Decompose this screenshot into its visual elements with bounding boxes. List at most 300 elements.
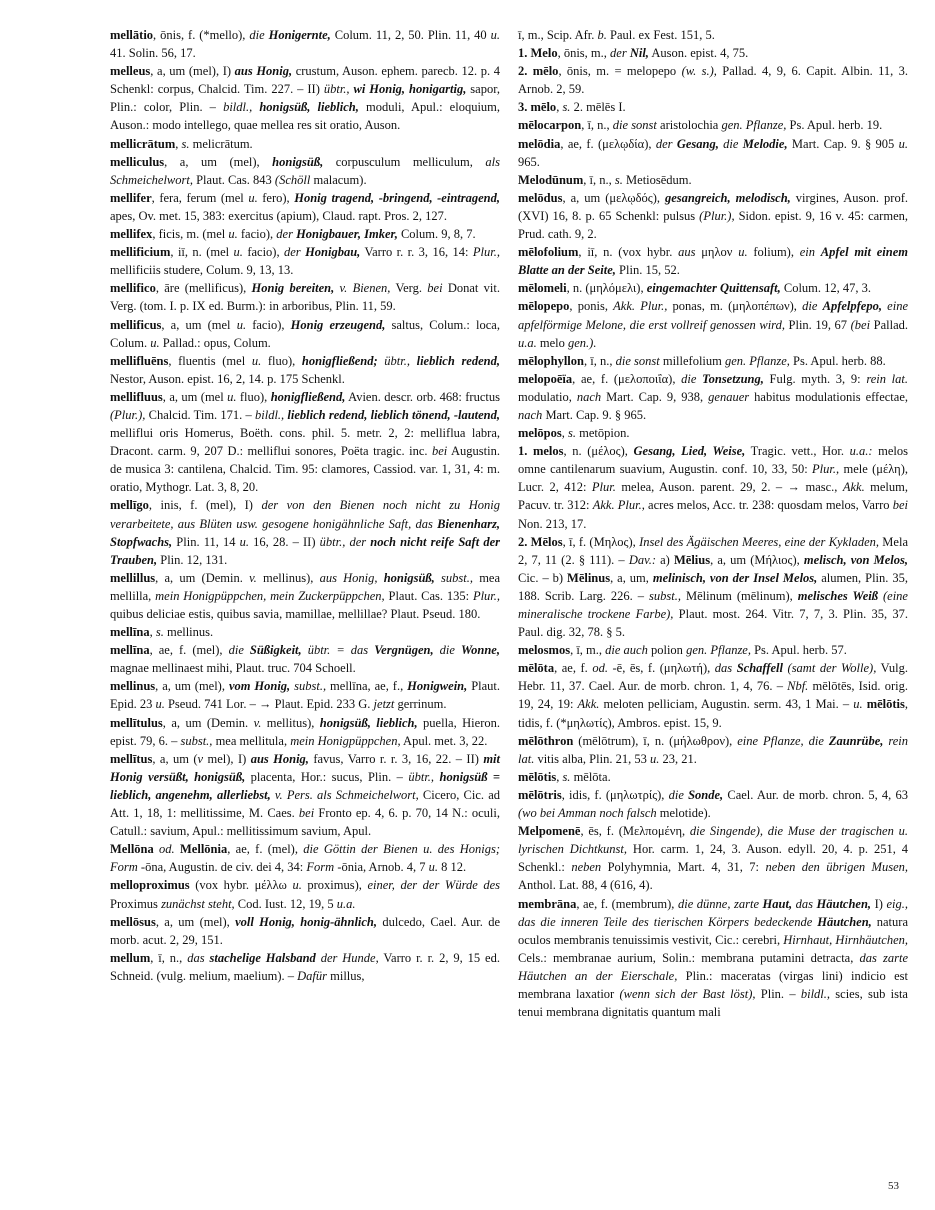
entry-text: , ae, f. (554, 661, 593, 676)
dictionary-entry (110, 641, 500, 677)
dictionary-entry (110, 225, 500, 243)
entry-text: , ae, f. (μελοποιΐα), (572, 371, 682, 386)
entry-text: Colum. 11, 2, 50. Plin. 11, 40 (330, 28, 491, 42)
entry-text: , (175, 136, 182, 151)
entry-text: , (556, 100, 563, 115)
headword: mellum (110, 950, 151, 965)
dictionary-entry (110, 569, 500, 623)
entry-text: Anthol. Lat. 88, 4 (616, 4). (518, 878, 653, 893)
gloss-italic: u. (155, 697, 165, 712)
entry-text: Plaut. Epid. 23 (110, 679, 501, 712)
gloss-italic: genauer (708, 389, 750, 404)
gloss-italic: der (284, 245, 306, 260)
entry-text: I) (871, 896, 887, 911)
entry-text: , a, um (mel), (164, 154, 273, 169)
gloss-italic: der von den Bienen noch nicht zu Honig verarbeitete, aus Blüten usw. gesogene honigähnliche Saft, das (110, 498, 500, 531)
headword: melleus (110, 64, 151, 79)
headword: Mēlius (673, 552, 711, 567)
gloss-italic: subst., (290, 679, 327, 694)
gloss-italic: die Singende), die Muse der tragischen u. lyrischen Dichtkunst, (518, 824, 908, 857)
gloss-italic: u. (150, 335, 160, 350)
entry-text: , a, um (Μήλιος), (710, 552, 804, 567)
gloss-italic: u. (649, 751, 660, 766)
entry-text: , ēs, f. (Μελπομένη, (580, 824, 690, 839)
translation: melisches Weiß (797, 588, 878, 603)
gloss-italic: übtr., (408, 769, 440, 784)
entry-text: Tragic. vett., Hor. (745, 444, 850, 459)
entry-text: mellinus. (163, 625, 214, 640)
translation: honigsüß, (383, 570, 435, 585)
headword: mellicrātum (110, 136, 176, 151)
dictionary-entry (110, 623, 500, 641)
entry-text: Mart. Cap. 9, 938, (601, 389, 709, 404)
entry-text: , fera, ferum (mel (151, 190, 249, 205)
entry-text: mea mellitula, (212, 733, 291, 748)
entry-text: , inis, f. (mel), I) (148, 498, 262, 513)
translation: vom Honig, (228, 679, 291, 694)
entry-text: -ōnia, Arnob. 4, 7 (334, 860, 429, 875)
headword: melosmos (518, 643, 571, 658)
entry-text: , a, um (μελῳδός), (562, 190, 665, 205)
entry-text: Pallad. 4, 9, 6. Capit. Albin. 11, 3. Arnob. 2, 59. (518, 64, 908, 97)
entry-text: Fronto ep. 4, 6. p. 70, 14 N.: oculi, Catull.: savium, Apul.: mellitissimum savium, Apul. (110, 806, 500, 839)
gloss-italic: Form (306, 860, 335, 875)
headword: membrāna (518, 896, 577, 911)
headword: mēlofolium (518, 245, 579, 260)
entry-text: alumen, Plin. 35, 188. Scrib. Larg. 226. – (518, 570, 908, 603)
entry-text: melliflui oris Homerus, Boëth. cons. phil. 5. metr. 2, 2: melliflua labra, Dracont. carm. 9, 207 D.: melliflui sonores, Poëta tragic. inc. (110, 426, 500, 459)
entry-text: Auson. epist. 4, 75. (648, 46, 749, 61)
dictionary-entry (518, 442, 908, 532)
translation: Honig erzeugend, (290, 317, 386, 332)
translation: wi Honig, honigartig, (353, 82, 467, 97)
gloss-italic: v (197, 751, 204, 766)
gloss-italic: mein Honigpüppchen, mein Zuckerpüppchen, (155, 588, 385, 603)
gloss-italic: (bei (850, 317, 871, 332)
headword: mellōsus (110, 914, 156, 929)
translation: Süßigkeit, (249, 643, 302, 658)
gloss-italic: Insel des Ägäischen Meeres, eine der Kykladen, (639, 534, 880, 549)
gloss-italic: u. (898, 136, 908, 151)
entry-text: (mēlōtrum), ī, n. (μήλωθρον), (573, 733, 738, 748)
translation: mit Honig versüßt, honigsüß, (110, 751, 500, 784)
entry-text: mele (μέλη), Lucr. 2, 412: (518, 462, 908, 495)
entry-text: placenta, Hor.: sucus, Plin. – (245, 769, 409, 784)
dictionary-entry (518, 279, 908, 297)
entry-text: crustum, Auson. ephem. parecb. 12. p. 4 Schenkl: corpus, Chalcid. Tim. 227. – II) (110, 64, 500, 97)
headword: mellītus (110, 751, 153, 766)
dictionary-entry (110, 135, 500, 153)
gloss-italic: subst., (434, 570, 473, 585)
gloss-italic: zunächst steht, (161, 896, 235, 911)
translation: Bienenharz, Stopfwachs, (110, 516, 500, 549)
dictionary-entry (518, 786, 908, 822)
entry-text: Ps. Apul. herb. 19. (786, 118, 883, 133)
entry-text: apes, Ov. met. 15, 383: exercitus (apium), Claud. rapt. Pros. 2, 127. (110, 208, 447, 223)
entry-text: , ae, f. (μελῳδία), (560, 136, 656, 151)
entry-text: Hor. carm. 1, 24, 3. Auson. edyll. 20, 4. p. 251, 4 Schenkl.: (518, 842, 908, 875)
entry-text: vitis alba, Plin. 21, 53 (534, 751, 650, 766)
gloss-italic: Dafür (297, 968, 327, 983)
entry-text: Pseud. 741 Lor. – → Plaut. Epid. 233 G. (164, 697, 374, 712)
entry-text: Ps. Apul. herb. 88. (789, 353, 886, 368)
gloss-italic: übtr., der (319, 534, 371, 549)
gloss-italic: Plur., (472, 588, 501, 603)
headword: melōpos (518, 426, 562, 441)
entry-text: , idis, f. (μηλωτρίς), (561, 787, 669, 802)
entry-text: Cael. Aur. de morb. chron. 5, 4, 63 (723, 787, 908, 802)
gloss-italic: einer, der der Würde des (367, 878, 500, 893)
translation: Honigbauer, Imker, (296, 227, 398, 242)
gloss-italic: die (228, 643, 250, 658)
entry-text: Fulg. myth. 3, 9: (763, 371, 867, 386)
gloss-italic: rein lat. (518, 733, 909, 766)
entry-text: , n. (μηλόμελι), (566, 281, 647, 296)
gloss-italic: gen.). (568, 335, 597, 350)
translation: Honigwein, (407, 679, 468, 694)
entry-text: μηλον (695, 245, 739, 260)
dictionary-entry (518, 189, 908, 243)
translation: Sonde, (688, 787, 724, 802)
entry-text: Apul. met. 3, 22. (400, 733, 488, 748)
headword: mēlophyllon (518, 353, 584, 368)
headword: mēlōtris (518, 787, 562, 802)
entry-text: , ōnis, m., (557, 46, 611, 61)
entry-text: Cels.: membranae aurium, Solin.: membrana putamini detracta, (518, 950, 860, 965)
left-column (110, 26, 500, 985)
headword: Mēlinus (567, 570, 611, 585)
gloss-italic: die dünne, zarte (677, 896, 763, 911)
gloss-italic: rein lat. (866, 371, 909, 386)
gloss-italic: der (655, 136, 677, 151)
gloss-italic: die (433, 643, 461, 658)
translation: Melodie, (742, 136, 788, 151)
dictionary-entry (518, 116, 908, 134)
gloss-italic: die (718, 136, 743, 151)
gloss-italic: od. (592, 661, 608, 676)
entry-text: (vox hybr. μέλλω (189, 878, 293, 893)
entry-text: gerrinum. (394, 697, 447, 712)
gloss-italic: bei (431, 444, 448, 459)
entry-text: favus, Varro r. r. 3, 16, 22. – II) (308, 751, 484, 766)
entry-text: , ae, f. (mel), (227, 842, 304, 857)
gloss-italic: übtr., (323, 82, 354, 97)
gloss-italic: jetzt (373, 697, 395, 712)
translation: Vergnügen, (374, 643, 434, 658)
gloss-italic: s. (155, 625, 164, 640)
entry-text: quibus deliciae estis, quibus savia, mamillae, mellillae? Plaut. Pseud. 180. (110, 607, 481, 621)
entry-text: polion (647, 643, 687, 658)
entry-text: 8 12. (438, 860, 467, 875)
entry-text: Plin. 11, 14 (172, 534, 240, 549)
dictionary-entry (518, 659, 908, 731)
headword: mellifex (110, 227, 153, 242)
headword: mēlōthron (518, 733, 574, 748)
entry-text: proximus), (301, 878, 368, 893)
gloss-italic: bildl., (800, 986, 831, 1001)
headword: mellifluus (110, 389, 163, 404)
entry-text: , a, um (mel), (155, 914, 236, 929)
headword: melōdus (518, 190, 563, 205)
dictionary-entry (518, 352, 908, 370)
headword: mēlōta (518, 661, 555, 676)
dictionary-entry (110, 496, 500, 568)
gloss-italic: das (792, 896, 817, 911)
entry-text: 41. Solin. 56, 17. (110, 46, 196, 61)
dictionary-entry (110, 279, 500, 315)
gloss-italic: die sonst (615, 353, 660, 368)
entry-text: mēlōta. (570, 769, 611, 784)
headword: mellificium (110, 245, 171, 260)
right-column (518, 26, 908, 1021)
translation: aus Honig, (250, 751, 309, 766)
entry-text: , ī, n., (581, 118, 613, 133)
dictionary-entry (518, 62, 908, 98)
translation: Schaffell (736, 661, 783, 676)
headword: melloproximus (110, 878, 190, 893)
entry-text: Non. 213, 17. (518, 516, 587, 531)
entry-text: Augustin. de musica 3: cantilena, Chalcid. Tim. 95: clamores, Cassiod. var. 1, 31, 4: m. oratio, Mythogr. Lat. 3, 8, 20. (110, 444, 500, 495)
translation: stachelige Halsband (209, 950, 316, 965)
headword: Mellōna (110, 842, 154, 857)
translation: gesangreich, melodisch, (664, 190, 791, 205)
entry-text: Varro r. r. 2, 9, 15 ed. Schneid. (vulg. melium, maelium). – (110, 950, 500, 983)
gloss-italic: s. (562, 100, 571, 115)
entry-text: Plin. 19, 67 (784, 317, 851, 332)
dictionary-entry (518, 98, 908, 116)
gloss-italic: die sonst (612, 118, 657, 133)
translation: melisch, von Melos, (803, 552, 909, 567)
entry-text: modulatio, (518, 389, 577, 404)
gloss-italic: das (187, 950, 210, 965)
gloss-italic: u. (853, 697, 863, 712)
entry-text: Proximus (110, 896, 162, 911)
headword: 1. melos (518, 444, 564, 459)
entry-text: , iī, n. (mel (170, 245, 234, 260)
headword: melopoēïa (518, 371, 573, 386)
gloss-italic: bei (298, 806, 315, 821)
entry-text: , a, um, (610, 570, 653, 585)
entry-text: , ī, n., (583, 172, 615, 187)
entry-text: , a, um (Demin. (155, 570, 250, 585)
entry-text: facio), (242, 245, 284, 260)
gloss-italic: u. (236, 317, 247, 332)
entry-text: Polyhymnia, Mart. 4, 31, 7: (601, 860, 766, 875)
headword: mellificus (110, 317, 162, 332)
gloss-italic: v. Bienen, (334, 281, 391, 296)
gloss-italic: der (610, 46, 630, 61)
gloss-italic: Nbf. (787, 679, 809, 694)
entry-text: facio), (246, 317, 291, 332)
gloss-italic: (Plur.), (699, 208, 735, 223)
translation: honigfließend; (301, 353, 378, 368)
entry-text: melos omne cantilenarum suavium, Augustin. conf. 10, 33, 50: (518, 444, 908, 477)
gloss-italic: bildl., (255, 407, 288, 422)
entry-text: melicrātum. (189, 136, 253, 151)
gloss-italic: u. (428, 860, 438, 875)
gloss-italic: Akk. (842, 480, 865, 495)
gloss-italic: (samt der Wolle), (783, 661, 877, 676)
gloss-italic: u. (227, 389, 237, 404)
dictionary-entry (518, 44, 908, 62)
headword: 2. Mēlos (518, 534, 563, 549)
gloss-italic: subst., (180, 733, 213, 748)
dictionary-entry (518, 171, 908, 189)
entry-text: Paul. ex Fest. 151, 5. (606, 28, 715, 42)
gloss-italic: Akk. (577, 697, 600, 712)
gloss-italic: (w. s.), (681, 64, 717, 79)
entry-text: ponas, m. (μηλοπέπων), (667, 299, 803, 314)
entry-text: Varro r. r. 3, 16, 14: (360, 245, 473, 260)
dictionary-entry (110, 750, 500, 840)
dictionary-entry (110, 26, 500, 62)
entry-text: folium), (747, 245, 800, 260)
gloss-italic: übtr. = das (301, 643, 375, 658)
gloss-italic: u. (233, 245, 243, 260)
gloss-italic: mein Honigpüppchen, (290, 733, 401, 748)
headword: mēlomeli (518, 281, 567, 296)
gloss-italic: subst., (649, 588, 681, 603)
entry-text: , āre (mellificus), (155, 281, 252, 296)
gloss-italic: nach (576, 389, 602, 404)
gloss-italic: v. (253, 715, 262, 730)
gloss-italic: bei (427, 281, 443, 296)
entry-text: scies, sub ista tenui membrana dignitatis quantum mali (518, 986, 908, 1020)
entry-text: a) (656, 552, 674, 567)
headword: mellītulus (110, 715, 163, 730)
gloss-italic: v. Pers. als Schmeichelwort, (270, 787, 419, 802)
entry-text: , ae, f. (mel), (149, 643, 229, 658)
entry-text: virgines, Auson. prof. (XVI) 16, 8. p. 65 Schenkl: pulsus (518, 190, 908, 223)
entry-text: Cod. Iust. 12, 19, 5 (234, 896, 337, 911)
entry-text: 23, 21. (659, 751, 697, 766)
entry-text: , a, um (mel (162, 389, 228, 404)
dictionary-entry (110, 714, 500, 750)
dictionary-entry (110, 677, 500, 713)
gloss-italic: u. (239, 534, 249, 549)
gloss-italic: u. (738, 245, 748, 260)
headword: mellillus (110, 570, 156, 585)
entry-text: , a, um (mel (161, 317, 237, 332)
entry-text: , (561, 426, 568, 441)
dictionary-entry (110, 316, 500, 352)
entry-text: Sidon. epist. 9, 16 v. 45: carmen, Prud. cath. 9, 2. (518, 208, 908, 242)
entry-text: , iī, n. (vox hybr. (578, 245, 679, 260)
dictionary-entry (110, 388, 500, 497)
translation: eingemachter Quittensaft, (646, 281, 781, 296)
dictionary-entry (110, 876, 500, 912)
gloss-italic: Dav.: (628, 552, 656, 567)
entry-text: , a, um (mel), I) (150, 64, 235, 79)
gloss-italic: b. (597, 28, 607, 42)
gloss-italic: die (802, 299, 823, 314)
dictionary-entry (518, 822, 908, 894)
translation: honigsüß, lieblich, (259, 100, 359, 115)
gloss-italic: die (668, 787, 689, 802)
entry-text: moduli, Apul.: eloquium, Auson.: modo intellego, quae mellea res sit oratio, Auson. (110, 100, 501, 133)
translation: honigsüß, (272, 154, 324, 169)
entry-text: Plaut. Cas. 843 (192, 172, 275, 187)
entry-text: aristolochia (656, 118, 722, 133)
entry-text: Verg. (390, 281, 428, 296)
dictionary-entry (518, 297, 908, 351)
dictionary-entry (518, 135, 908, 171)
headword: mellīgo (110, 498, 149, 513)
translation: honigfließend, (270, 389, 346, 404)
entry-text: Vulg. Hebr. 11, 37. Cael. Aur. de morb. chron. 1, 4, 76. – (518, 661, 909, 694)
entry-text: Pallad.: opus, Colum. (159, 335, 271, 350)
entry-text: 2. mēlēs I. (570, 100, 626, 115)
translation: honigsüß, lieblich, (319, 715, 418, 730)
entry-text: , ōnis, m. = melopepo (558, 64, 682, 79)
dictionary-entry (518, 424, 908, 442)
dictionary-entry (518, 533, 908, 642)
dictionary-entry (110, 243, 500, 279)
gloss-italic: die auch (605, 643, 648, 658)
entry-text: Plaut. most. 264. Vitr. 7, 7, 3. Plin. 35, 37. Paul. dig. 32, 78. § 5. (518, 607, 908, 640)
page-number: 53 (888, 1180, 899, 1192)
translation: lieblich redend, (416, 353, 500, 368)
gloss-italic: die (249, 28, 269, 42)
entry-text: acres melos, Acc. tr. 238: quosdam melos, Varro (644, 498, 893, 513)
entry-text: melotide). (656, 806, 711, 821)
dictionary-entry (518, 895, 908, 1022)
gloss-italic: eine Pflanze, die (737, 733, 829, 748)
gloss-italic: u.a. (518, 335, 537, 350)
gloss-italic: (Schöll (274, 172, 311, 187)
gloss-italic: Akk. Plur., (613, 299, 668, 314)
entry-text: natura oculos membranis tenuissimis vestivit, Cic.: cerebri, (518, 914, 908, 947)
entry-text: millefolium (659, 353, 725, 368)
gloss-italic: aus Honig, (319, 570, 384, 585)
entry-text: Mart. Cap. 9. § 905 (787, 136, 899, 151)
gloss-italic: s. (568, 426, 576, 441)
gloss-italic: die Göttin der Bienen u. des Honigs; Form (110, 842, 501, 875)
gloss-italic: gen. Pflanze, (721, 118, 787, 133)
translation: melinisch, von der Insel Melos, (652, 570, 818, 585)
entry-text: Plin.: maceratas (virgas lini) indicio est membrana laxatior (518, 968, 908, 1001)
headword: mellīna (110, 625, 150, 640)
entry-text: , ōnis, f. (*mello), (153, 28, 250, 42)
entry-text: fluo), (236, 389, 271, 404)
gloss-italic: u.a.: (849, 444, 873, 459)
gloss-italic: aus (678, 245, 696, 260)
entry-text: Mela 2, 7, 11 (2. § 111). – (518, 534, 908, 567)
headword: mellifer (110, 190, 152, 205)
gloss-italic: ein (799, 245, 821, 260)
dictionary-entry (110, 153, 500, 189)
entry-text: Metiosēdum. (622, 172, 692, 187)
gloss-italic: das zarte Häutchen an der Eierschale, (518, 950, 908, 983)
entry-text: mellīna, ae, f., (326, 679, 408, 694)
entry-text: , ī, m., (570, 643, 606, 658)
gloss-italic: eine apfelförmige Melone, die erst vollreif genossen wird, (518, 299, 909, 332)
gloss-italic: u.a. (336, 896, 356, 911)
headword: melliculus (110, 154, 165, 169)
entry-text: malacum). (310, 172, 367, 187)
gloss-italic: u. (228, 227, 238, 242)
gloss-italic: Akk. Plur., (592, 498, 645, 513)
gloss-italic: (Plur.), (110, 407, 146, 422)
entry-text: melea, Auson. parent. 29, 2. – → masc., (615, 480, 843, 495)
headword: mellifico (110, 281, 156, 296)
gloss-italic: nach (518, 407, 543, 422)
entry-text: Plin. 12, 131. (157, 552, 228, 567)
translation: Honigbau, (305, 245, 361, 260)
entry-text: puella, Hieron. epist. 79, 6. – (110, 715, 500, 748)
entry-text: , n. (μέλος), (563, 444, 634, 459)
entry-text: , a, um ( (152, 751, 198, 766)
